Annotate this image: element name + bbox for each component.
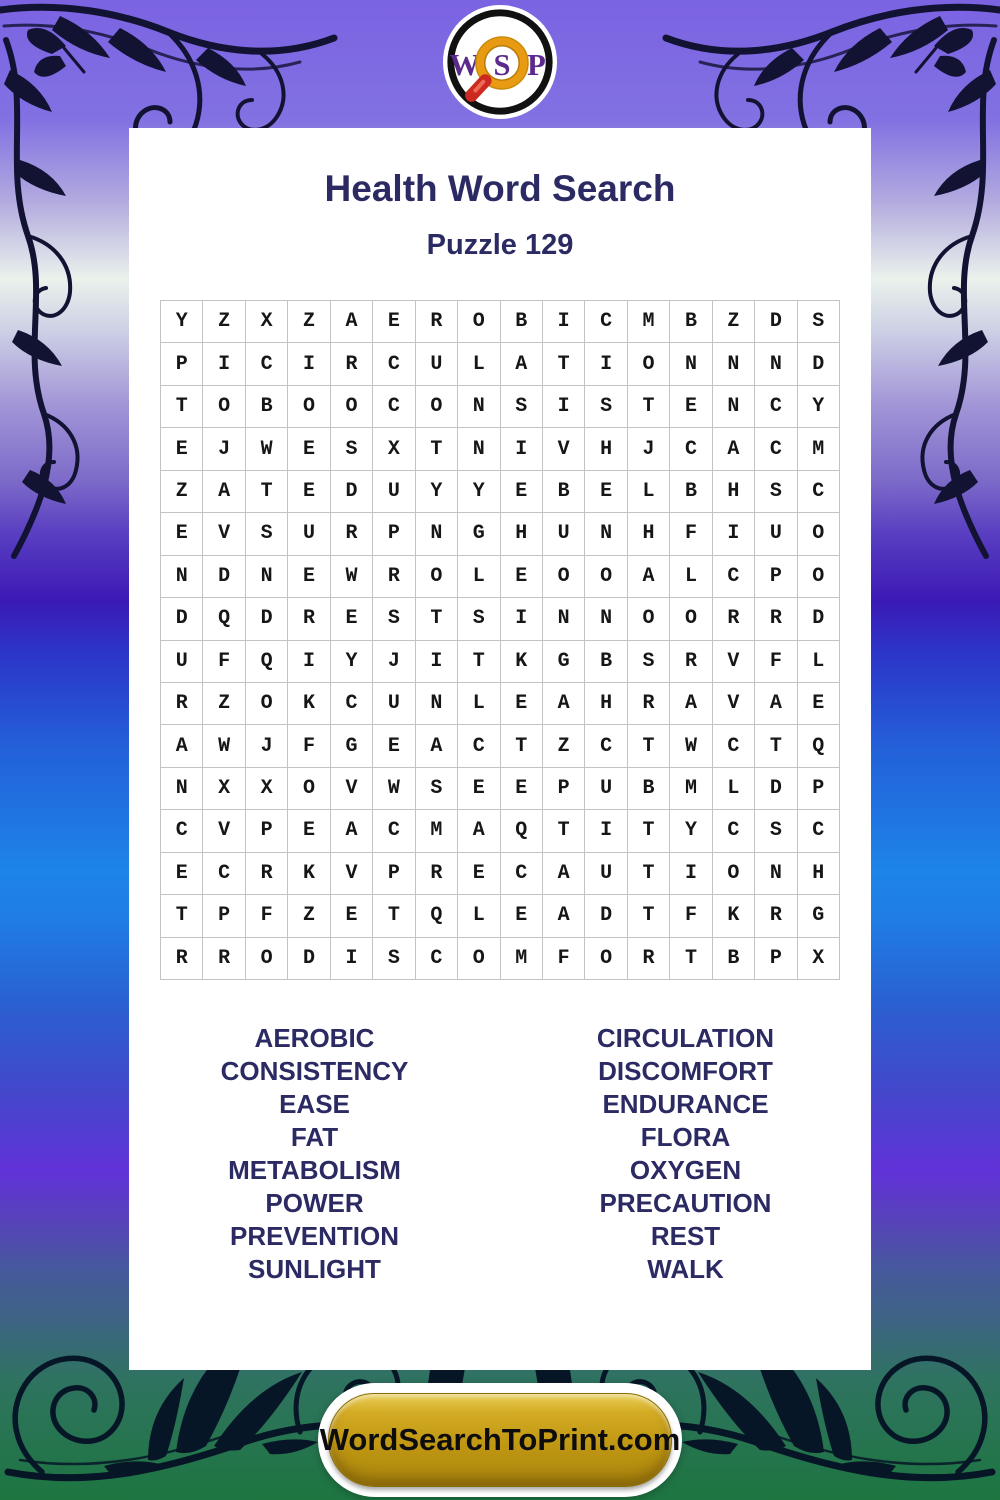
grid-cell: G	[543, 641, 585, 683]
grid-cell: S	[373, 598, 415, 640]
grid-cell: F	[670, 895, 712, 937]
grid-cell: O	[246, 938, 288, 980]
grid-cell: T	[628, 386, 670, 428]
grid-cell: I	[331, 938, 373, 980]
grid-cell: T	[501, 725, 543, 767]
grid-cell: N	[246, 556, 288, 598]
grid-cell: P	[755, 556, 797, 598]
grid-cell: V	[203, 810, 245, 852]
grid-cell: O	[416, 386, 458, 428]
grid-cell: C	[798, 471, 840, 513]
grid-cell: S	[501, 386, 543, 428]
grid-cell: E	[288, 471, 330, 513]
word-list-item: CONSISTENCY	[220, 1056, 409, 1086]
grid-cell: W	[670, 725, 712, 767]
grid-cell: I	[416, 641, 458, 683]
grid-cell: T	[543, 343, 585, 385]
grid-cell: M	[670, 768, 712, 810]
word-list-item: PRECAUTION	[599, 1188, 772, 1218]
grid-cell: U	[543, 513, 585, 555]
grid-cell: H	[585, 683, 627, 725]
word-list	[129, 1022, 871, 1286]
grid-cell: P	[373, 853, 415, 895]
grid-cell: H	[501, 513, 543, 555]
grid-cell: T	[628, 810, 670, 852]
puzzle-number: Puzzle 129	[426, 229, 574, 261]
grid-cell: D	[246, 598, 288, 640]
grid-cell: L	[798, 641, 840, 683]
grid-cell: J	[373, 641, 415, 683]
grid-cell: E	[501, 895, 543, 937]
grid-cell: L	[458, 556, 500, 598]
grid-cell: K	[713, 895, 755, 937]
grid-cell: C	[246, 343, 288, 385]
grid-cell: G	[331, 725, 373, 767]
grid-cell: A	[713, 428, 755, 470]
grid-cell: D	[798, 598, 840, 640]
grid-cell: N	[416, 683, 458, 725]
grid-cell: Y	[161, 301, 203, 343]
grid-cell: Z	[288, 301, 330, 343]
grid-cell: T	[416, 428, 458, 470]
grid-cell: I	[288, 641, 330, 683]
grid-cell: Y	[458, 471, 500, 513]
word-list-item: METABOLISM	[228, 1155, 401, 1185]
grid-cell: R	[246, 853, 288, 895]
grid-cell: T	[628, 853, 670, 895]
grid-cell: C	[755, 428, 797, 470]
grid-cell: R	[416, 853, 458, 895]
grid-cell: T	[161, 386, 203, 428]
grid-cell: S	[246, 513, 288, 555]
grid-cell: K	[288, 683, 330, 725]
grid-cell: R	[288, 598, 330, 640]
grid-cell: F	[755, 641, 797, 683]
grid-cell: E	[161, 513, 203, 555]
grid-cell: I	[543, 301, 585, 343]
grid-cell: J	[246, 725, 288, 767]
grid-cell: X	[246, 768, 288, 810]
grid-cell: D	[161, 598, 203, 640]
grid-cell: C	[373, 386, 415, 428]
logo-letter-w: W	[449, 47, 480, 82]
grid-cell: U	[288, 513, 330, 555]
grid-cell: U	[585, 768, 627, 810]
grid-cell: N	[458, 386, 500, 428]
grid-cell: V	[331, 768, 373, 810]
grid-cell: V	[713, 683, 755, 725]
grid-cell: N	[755, 853, 797, 895]
grid-cell: D	[331, 471, 373, 513]
grid-cell: A	[670, 683, 712, 725]
grid-cell: E	[501, 471, 543, 513]
grid-cell: O	[246, 683, 288, 725]
grid-cell: S	[373, 938, 415, 980]
grid-cell: U	[585, 853, 627, 895]
grid-cell: B	[670, 471, 712, 513]
grid-cell: N	[755, 343, 797, 385]
grid-cell: D	[288, 938, 330, 980]
grid-cell: A	[458, 810, 500, 852]
grid-cell: A	[161, 725, 203, 767]
grid-cell: C	[373, 343, 415, 385]
grid-cell: N	[585, 598, 627, 640]
grid-cell: E	[501, 683, 543, 725]
grid-cell: O	[331, 386, 373, 428]
grid-cell: E	[331, 895, 373, 937]
wsp-logo	[441, 3, 559, 121]
grid-cell: O	[288, 386, 330, 428]
grid-cell: Q	[798, 725, 840, 767]
grid-cell: R	[416, 301, 458, 343]
grid-cell: N	[416, 513, 458, 555]
grid-cell: T	[161, 895, 203, 937]
grid-cell: E	[161, 428, 203, 470]
grid-cell: S	[798, 301, 840, 343]
word-list-item: OXYGEN	[629, 1155, 742, 1185]
grid-cell: O	[585, 938, 627, 980]
grid-cell: V	[713, 641, 755, 683]
grid-cell: C	[713, 725, 755, 767]
grid-cell: T	[458, 641, 500, 683]
grid-cell: G	[458, 513, 500, 555]
grid-cell: Q	[203, 598, 245, 640]
grid-cell: U	[373, 683, 415, 725]
logo-letter-s: S	[493, 47, 511, 82]
grid-cell: O	[458, 938, 500, 980]
grid-cell: C	[798, 810, 840, 852]
grid-cell: R	[755, 895, 797, 937]
grid-cell: I	[585, 343, 627, 385]
grid-cell: C	[670, 428, 712, 470]
grid-cell: B	[543, 471, 585, 513]
grid-cell: E	[161, 853, 203, 895]
grid-cell: S	[416, 768, 458, 810]
grid-cell: O	[798, 556, 840, 598]
grid-cell: T	[670, 938, 712, 980]
puzzle-card	[129, 128, 871, 1370]
grid-cell: D	[755, 768, 797, 810]
word-list-item: AEROBIC	[254, 1023, 375, 1053]
grid-cell: V	[203, 513, 245, 555]
grid-cell: E	[458, 853, 500, 895]
grid-cell: W	[331, 556, 373, 598]
grid-cell: Z	[713, 301, 755, 343]
grid-cell: N	[670, 343, 712, 385]
word-list-item: FLORA	[640, 1122, 731, 1152]
grid-cell: H	[585, 428, 627, 470]
grid-cell: C	[755, 386, 797, 428]
word-list-item: DISCOMFORT	[598, 1056, 773, 1086]
grid-cell: R	[670, 641, 712, 683]
grid-cell: I	[543, 386, 585, 428]
grid-cell: I	[501, 598, 543, 640]
grid-cell: R	[755, 598, 797, 640]
grid-cell: S	[755, 810, 797, 852]
grid-cell: L	[713, 768, 755, 810]
grid-cell: C	[161, 810, 203, 852]
grid-cell: P	[798, 768, 840, 810]
grid-cell: I	[713, 513, 755, 555]
grid-cell: R	[161, 683, 203, 725]
word-list-column-1	[129, 1022, 500, 1286]
grid-cell: H	[798, 853, 840, 895]
grid-cell: T	[416, 598, 458, 640]
grid-cell: R	[373, 556, 415, 598]
grid-cell: U	[373, 471, 415, 513]
grid-cell: P	[543, 768, 585, 810]
website-link-button[interactable]: WordSearchToPrint.com	[328, 1393, 672, 1487]
grid-cell: A	[331, 301, 373, 343]
grid-cell: F	[670, 513, 712, 555]
word-list-column-2	[500, 1022, 871, 1286]
grid-cell: O	[670, 598, 712, 640]
grid-cell: F	[288, 725, 330, 767]
grid-cell: W	[246, 428, 288, 470]
grid-cell: T	[628, 725, 670, 767]
grid-cell: O	[713, 853, 755, 895]
grid-cell: A	[203, 471, 245, 513]
grid-cell: R	[628, 683, 670, 725]
grid-cell: C	[585, 301, 627, 343]
grid-cell: Z	[203, 301, 245, 343]
grid-cell: D	[585, 895, 627, 937]
grid-cell: R	[203, 938, 245, 980]
grid-cell: S	[458, 598, 500, 640]
grid-cell: O	[543, 556, 585, 598]
grid-cell: N	[713, 386, 755, 428]
grid-cell: E	[288, 428, 330, 470]
grid-cell: Z	[288, 895, 330, 937]
grid-cell: V	[543, 428, 585, 470]
grid-cell: D	[798, 343, 840, 385]
grid-cell: O	[585, 556, 627, 598]
grid-cell: Y	[331, 641, 373, 683]
grid-cell: K	[501, 641, 543, 683]
grid-cell: A	[755, 683, 797, 725]
grid-cell: I	[203, 343, 245, 385]
grid-cell: E	[288, 556, 330, 598]
grid-cell: K	[288, 853, 330, 895]
grid-cell: S	[628, 641, 670, 683]
grid-cell: A	[543, 683, 585, 725]
footer-pill	[318, 1383, 682, 1497]
grid-cell: O	[628, 598, 670, 640]
grid-cell: R	[331, 513, 373, 555]
grid-cell: W	[203, 725, 245, 767]
grid-cell: L	[670, 556, 712, 598]
grid-cell: Y	[670, 810, 712, 852]
grid-cell: B	[628, 768, 670, 810]
grid-cell: B	[585, 641, 627, 683]
grid-cell: R	[713, 598, 755, 640]
grid-cell: L	[458, 895, 500, 937]
grid-cell: D	[755, 301, 797, 343]
grid-cell: A	[416, 725, 458, 767]
grid-cell: H	[628, 513, 670, 555]
grid-cell: B	[501, 301, 543, 343]
grid-cell: N	[585, 513, 627, 555]
grid-cell: E	[501, 768, 543, 810]
grid-cell: C	[713, 810, 755, 852]
grid-cell: C	[373, 810, 415, 852]
grid-cell: H	[713, 471, 755, 513]
grid-cell: Y	[798, 386, 840, 428]
grid-cell: L	[628, 471, 670, 513]
grid-cell: Q	[501, 810, 543, 852]
grid-cell: J	[203, 428, 245, 470]
grid-cell: R	[331, 343, 373, 385]
grid-cell: E	[670, 386, 712, 428]
grid-cell: L	[458, 343, 500, 385]
grid-cell: G	[798, 895, 840, 937]
grid-cell: S	[585, 386, 627, 428]
grid-cell: C	[501, 853, 543, 895]
grid-cell: M	[628, 301, 670, 343]
grid-cell: U	[755, 513, 797, 555]
grid-cell: U	[161, 641, 203, 683]
grid-cell: J	[628, 428, 670, 470]
grid-cell: F	[246, 895, 288, 937]
word-list-item: REST	[650, 1221, 721, 1251]
grid-cell: P	[373, 513, 415, 555]
grid-cell: N	[161, 768, 203, 810]
grid-cell: W	[373, 768, 415, 810]
grid-cell: O	[628, 343, 670, 385]
grid-cell: C	[331, 683, 373, 725]
grid-cell: I	[670, 853, 712, 895]
logo-letter-p: P	[527, 47, 546, 82]
grid-cell: T	[543, 810, 585, 852]
grid-cell: C	[458, 725, 500, 767]
grid-cell: A	[543, 853, 585, 895]
grid-cell: P	[161, 343, 203, 385]
grid-cell: E	[331, 598, 373, 640]
grid-cell: Y	[416, 471, 458, 513]
word-list-item: CIRCULATION	[596, 1023, 775, 1053]
grid-cell: B	[670, 301, 712, 343]
grid-cell: B	[246, 386, 288, 428]
grid-cell: F	[203, 641, 245, 683]
grid-cell: P	[246, 810, 288, 852]
grid-cell: U	[416, 343, 458, 385]
grid-cell: Q	[416, 895, 458, 937]
grid-cell: X	[246, 301, 288, 343]
grid-cell: E	[798, 683, 840, 725]
grid-cell: A	[501, 343, 543, 385]
grid-cell: T	[628, 895, 670, 937]
grid-cell: O	[203, 386, 245, 428]
grid-cell: E	[501, 556, 543, 598]
grid-cell: O	[458, 301, 500, 343]
grid-cell: E	[373, 725, 415, 767]
grid-cell: I	[585, 810, 627, 852]
grid-cell: T	[246, 471, 288, 513]
grid-cell: A	[628, 556, 670, 598]
grid-cell: C	[585, 725, 627, 767]
grid-cell: Z	[161, 471, 203, 513]
grid-cell: Z	[203, 683, 245, 725]
grid-cell: V	[331, 853, 373, 895]
grid-cell: F	[543, 938, 585, 980]
grid-cell: T	[755, 725, 797, 767]
grid-cell: N	[713, 343, 755, 385]
grid-cell: N	[543, 598, 585, 640]
grid-cell: C	[203, 853, 245, 895]
grid-cell: E	[458, 768, 500, 810]
grid-cell: R	[628, 938, 670, 980]
grid-cell: E	[373, 301, 415, 343]
grid-cell: A	[331, 810, 373, 852]
grid-cell: X	[798, 938, 840, 980]
grid-cell: E	[585, 471, 627, 513]
grid-cell: S	[331, 428, 373, 470]
grid-cell: E	[288, 810, 330, 852]
grid-cell: L	[458, 683, 500, 725]
grid-cell: C	[416, 938, 458, 980]
grid-cell: R	[161, 938, 203, 980]
grid-cell: M	[416, 810, 458, 852]
grid-cell: I	[501, 428, 543, 470]
word-list-item: FAT	[290, 1122, 339, 1152]
word-search-grid	[160, 300, 840, 980]
word-list-item: ENDURANCE	[602, 1089, 769, 1119]
word-list-item: POWER	[265, 1188, 364, 1218]
word-list-item: EASE	[279, 1089, 350, 1119]
grid-cell: O	[288, 768, 330, 810]
grid-cell: N	[458, 428, 500, 470]
grid-cell: M	[501, 938, 543, 980]
grid-cell: Q	[246, 641, 288, 683]
grid-cell: Z	[543, 725, 585, 767]
grid-cell: D	[203, 556, 245, 598]
word-list-item: SUNLIGHT	[248, 1254, 381, 1284]
grid-cell: O	[416, 556, 458, 598]
page-title: Health Word Search	[324, 168, 676, 209]
grid-cell: A	[543, 895, 585, 937]
grid-cell: X	[203, 768, 245, 810]
grid-cell: S	[755, 471, 797, 513]
grid-cell: O	[798, 513, 840, 555]
word-list-item: PREVENTION	[229, 1221, 400, 1251]
grid-cell: I	[288, 343, 330, 385]
grid-cell: M	[798, 428, 840, 470]
grid-cell: B	[713, 938, 755, 980]
grid-cell: X	[373, 428, 415, 470]
grid-cell: P	[203, 895, 245, 937]
grid-cell: N	[161, 556, 203, 598]
word-list-item: WALK	[647, 1254, 724, 1284]
grid-cell: C	[713, 556, 755, 598]
grid-cell: P	[755, 938, 797, 980]
grid-cell: T	[373, 895, 415, 937]
